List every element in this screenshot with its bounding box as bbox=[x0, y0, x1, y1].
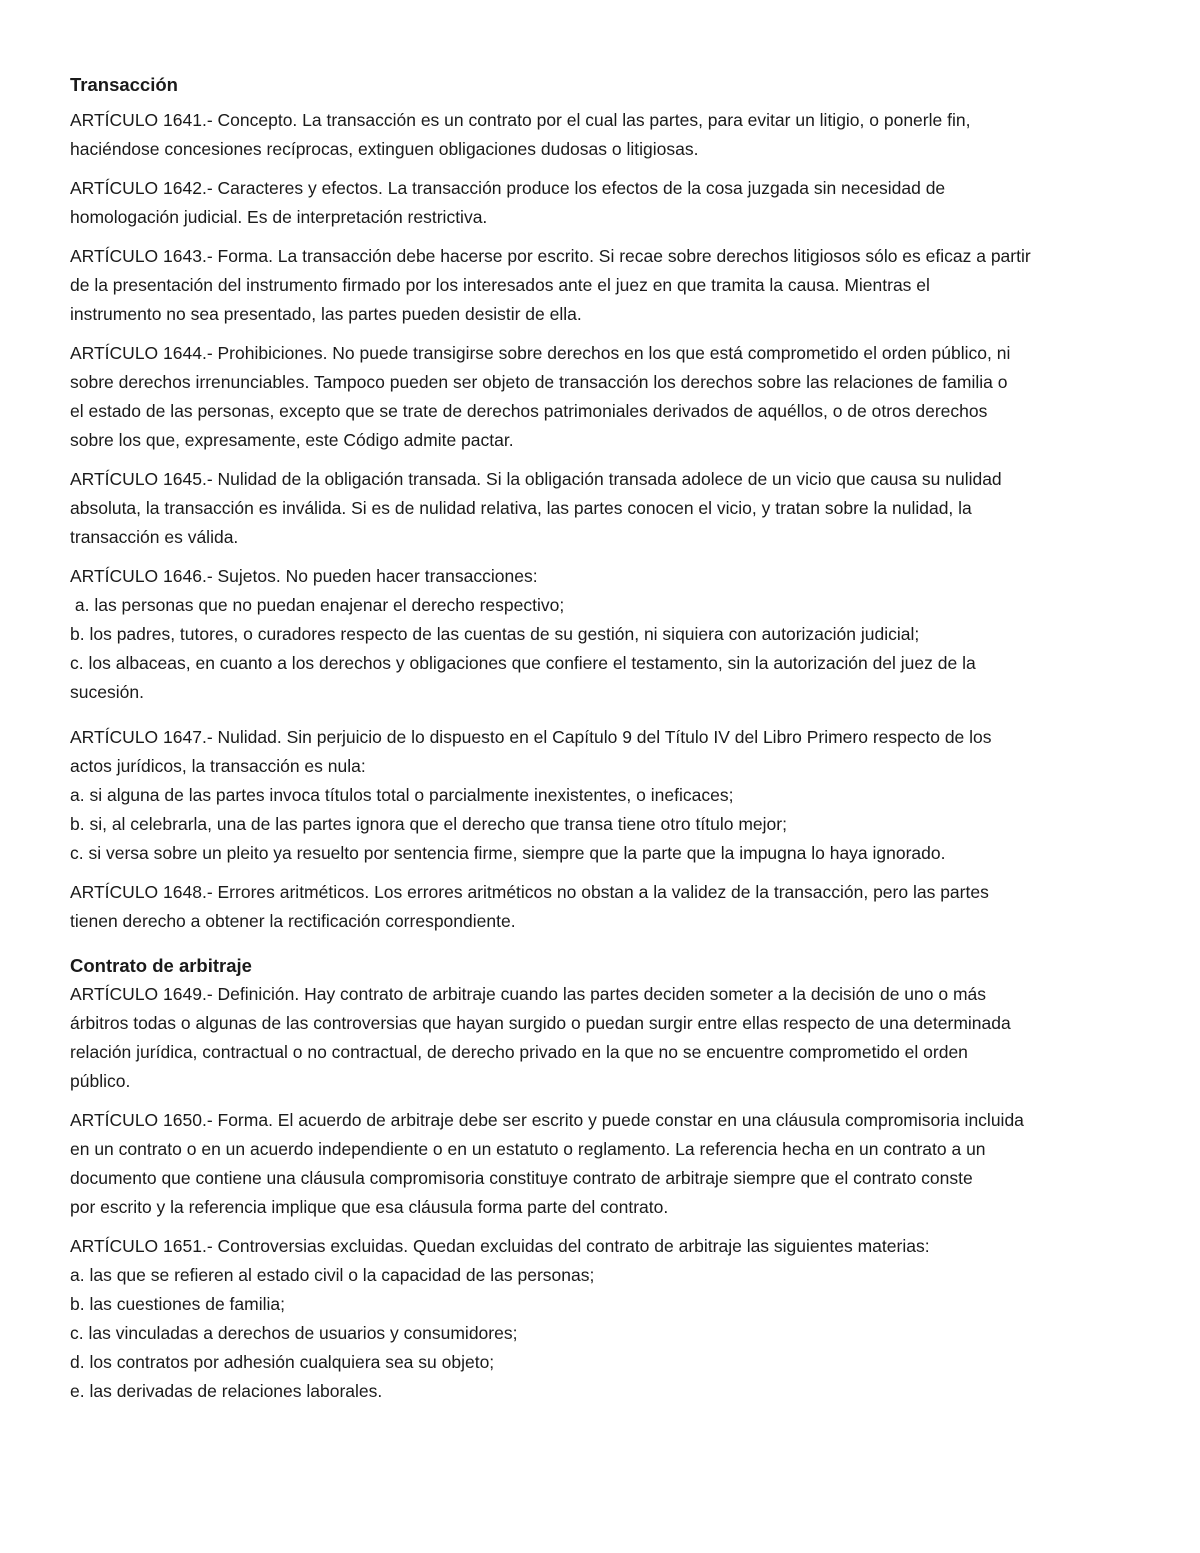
article-1646 bbox=[70, 562, 1135, 707]
article-line: documento que contiene una cláusula compromisoria constituye contrato de arbitraje siempre que el contrato conste bbox=[70, 1168, 973, 1188]
article-line: ARTÍCULO 1645.- Nulidad de la obligación transada. Si la obligación transada adolece de un vicio que causa su nulidad bbox=[70, 469, 1002, 489]
article-line: sobre derechos irrenunciables. Tampoco pueden ser objeto de transacción los derechos sobre las relaciones de familia o bbox=[70, 372, 1008, 392]
article-line: b. las cuestiones de familia; bbox=[70, 1294, 285, 1314]
section-title-contrato-arbitraje: Contrato de arbitraje bbox=[70, 955, 252, 976]
article-line: ARTÍCULO 1647.- Nulidad. Sin perjuicio de lo dispuesto en el Capítulo 9 del Título IV del Libro Primero respecto de los bbox=[70, 727, 992, 747]
article-line: b. si, al celebrarla, una de las partes ignora que el derecho que transa tiene otro título mejor; bbox=[70, 814, 787, 834]
article-line: c. las vinculadas a derechos de usuarios y consumidores; bbox=[70, 1323, 518, 1343]
section-title-transaccion: Transacción bbox=[70, 74, 178, 95]
article-line: ARTÍCULO 1644.- Prohibiciones. No puede transigirse sobre derechos en los que está comprometido el orden público, ni bbox=[70, 343, 1011, 363]
article-line: ARTÍCULO 1641.- Concepto. La transacción es un contrato por el cual las partes, para evitar un litigio, o ponerle fin, bbox=[70, 110, 971, 130]
article-line: a. las personas que no puedan enajenar el derecho respectivo; bbox=[70, 595, 565, 615]
article-1644 bbox=[70, 339, 1135, 455]
article-line: árbitros todas o algunas de las controversias que hayan surgido o puedan surgir entre ellas respecto de una determinada bbox=[70, 1013, 1011, 1033]
article-line: homologación judicial. Es de interpretación restrictiva. bbox=[70, 207, 488, 227]
article-line: actos jurídicos, la transacción es nula: bbox=[70, 756, 366, 776]
article-line: ARTÍCULO 1650.- Forma. El acuerdo de arbitraje debe ser escrito y puede constar en una cláusula compromisoria incluida bbox=[70, 1110, 1024, 1130]
article-line: sucesión. bbox=[70, 682, 144, 702]
article-line: ARTÍCULO 1646.- Sujetos. No pueden hacer transacciones: bbox=[70, 566, 538, 586]
article-line: e. las derivadas de relaciones laborales. bbox=[70, 1381, 383, 1401]
article-line: de la presentación del instrumento firmado por los interesados ante el juez en que tramita la causa. Mientras el bbox=[70, 275, 930, 295]
article-1642 bbox=[70, 174, 1135, 232]
article-line: ARTÍCULO 1643.- Forma. La transacción debe hacerse por escrito. Si recae sobre derechos litigiosos sólo es eficaz a partir bbox=[70, 246, 1031, 266]
article-1643 bbox=[70, 242, 1135, 329]
article-1647 bbox=[70, 723, 1135, 868]
article-line: absoluta, la transacción es inválida. Si es de nulidad relativa, las partes conocen el vicio, y tratan sobre la nulidad, la bbox=[70, 498, 972, 518]
article-line: haciéndose concesiones recíprocas, extinguen obligaciones dudosas o litigiosas. bbox=[70, 139, 699, 159]
article-line: instrumento no sea presentado, las partes pueden desistir de ella. bbox=[70, 304, 582, 324]
article-line: tienen derecho a obtener la rectificación correspondiente. bbox=[70, 911, 516, 931]
article-line: a. las que se refieren al estado civil o la capacidad de las personas; bbox=[70, 1265, 595, 1285]
article-line: ARTÍCULO 1648.- Errores aritméticos. Los errores aritméticos no obstan a la validez de la transacción, pero las partes bbox=[70, 882, 989, 902]
article-line: ARTÍCULO 1651.- Controversias excluidas. Quedan excluidas del contrato de arbitraje las siguientes materias: bbox=[70, 1236, 930, 1256]
article-line: c. los albaceas, en cuanto a los derechos y obligaciones que confiere el testamento, sin la autorización del juez de la bbox=[70, 653, 976, 673]
article-line: en un contrato o en un acuerdo independiente o en un estatuto o reglamento. La referencia hecha en un contrato a un bbox=[70, 1139, 986, 1159]
article-1648 bbox=[70, 878, 1135, 936]
article-line: público. bbox=[70, 1071, 131, 1091]
article-1641 bbox=[70, 106, 1135, 164]
article-line: sobre los que, expresamente, este Código admite pactar. bbox=[70, 430, 514, 450]
article-line: a. si alguna de las partes invoca títulos total o parcialmente inexistentes, o ineficaces; bbox=[70, 785, 734, 805]
article-line: b. los padres, tutores, o curadores respecto de las cuentas de su gestión, ni siquiera con autorización judicial; bbox=[70, 624, 920, 644]
article-1651 bbox=[70, 1232, 1135, 1406]
article-line: ARTÍCULO 1649.- Definición. Hay contrato de arbitraje cuando las partes deciden someter a la decisión de uno o más bbox=[70, 984, 987, 1004]
article-1650 bbox=[70, 1106, 1135, 1222]
document-page bbox=[70, 70, 1135, 1406]
article-line: transacción es válida. bbox=[70, 527, 239, 547]
article-1649 bbox=[70, 980, 1135, 1096]
article-line: d. los contratos por adhesión cualquiera sea su objeto; bbox=[70, 1352, 495, 1372]
article-line: ARTÍCULO 1642.- Caracteres y efectos. La transacción produce los efectos de la cosa juzgada sin necesidad de bbox=[70, 178, 946, 198]
article-1645 bbox=[70, 465, 1135, 552]
article-line: el estado de las personas, excepto que se trate de derechos patrimoniales derivados de aquéllos, o de otros derechos bbox=[70, 401, 988, 421]
article-line: por escrito y la referencia implique que esa cláusula forma parte del contrato. bbox=[70, 1197, 669, 1217]
article-line: c. si versa sobre un pleito ya resuelto por sentencia firme, siempre que la parte que la impugna lo haya ignorado. bbox=[70, 843, 946, 863]
article-line: relación jurídica, contractual o no contractual, de derecho privado en la que no se encuentre comprometido el orden bbox=[70, 1042, 968, 1062]
